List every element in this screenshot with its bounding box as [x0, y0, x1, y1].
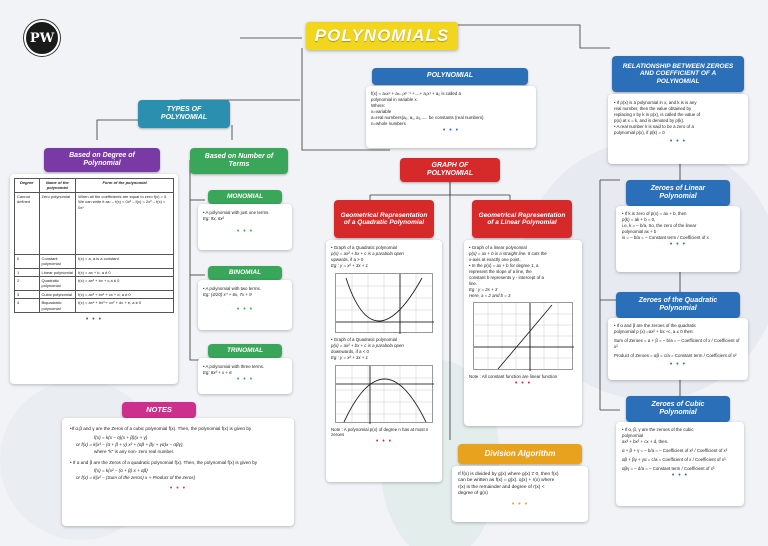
- dots: • • •: [169, 485, 187, 493]
- dots: • • •: [236, 375, 254, 383]
- table-cell: f(x) = a, a is a constant: [76, 254, 174, 268]
- table-header: Degree: [15, 179, 40, 193]
- zlinear-line: p(k) = ak + b = 0,: [622, 216, 656, 222]
- terms-header: Based on Number of Terms: [190, 148, 288, 174]
- table-cell: Cannot defined: [15, 192, 40, 254]
- dots: • • •: [85, 315, 103, 323]
- zquad-line: Product of Zeroes = αβ = c/a = Constant term / Coefficient of x²: [614, 352, 737, 358]
- quad-eg: Eg : y = x² + 3x + 1: [331, 262, 368, 268]
- logo-text: PW: [29, 30, 55, 46]
- quad-line: p(x) = ax² + bx + c is a parabola open: [331, 342, 404, 348]
- linear-line: • Graph of a linear polynomial: [469, 245, 527, 250]
- table-header: Name of the polynomial: [39, 179, 76, 193]
- notes-line: or f(x) = k{x² – (Sum of the zeros) x + Product of the zeros}: [76, 475, 196, 481]
- binomial-eg: Eg: (4/20) x⁰ + 6x, 7x + 9: [203, 291, 252, 297]
- table-cell: 0: [15, 254, 40, 268]
- polynomial-line: Where:: [371, 102, 386, 108]
- table-cell: Biquadratic polynomial: [39, 299, 76, 313]
- table-cell: Zero polynomial: [39, 192, 76, 254]
- zquad-header: Zeroes of the Quadratic Polynomial: [616, 292, 740, 318]
- notes-card: [62, 418, 294, 526]
- monomial-desc: • A polynomial with just one terms.: [203, 210, 270, 215]
- quad-card: [326, 240, 442, 482]
- zlinear-line: polynomial ax + b: [622, 228, 657, 234]
- zcubic-line: α + β + γ = – b/a = – Coefficient of x² / Coefficient of x³: [622, 447, 728, 453]
- dots: • • •: [236, 227, 254, 235]
- monomial-card: [198, 204, 292, 250]
- polynomial-line: x=variable: [371, 108, 392, 114]
- quad-line: upwards, if a > 0: [331, 256, 364, 262]
- table-cell: 4: [15, 299, 40, 313]
- notes-header: NOTES: [122, 402, 196, 418]
- division-card: [452, 466, 588, 522]
- dots: • • •: [236, 305, 254, 313]
- polynomial-line: a=real numbers(a₀, a₁, a₂,..... be constants (real numbers): [371, 114, 484, 120]
- trinomial-eg: Eg: 6x² + x + 6: [203, 369, 232, 375]
- types-header: TYPES OF POLYNOMIAL: [138, 100, 230, 128]
- binomial-header: BINOMIAL: [208, 266, 282, 280]
- dots: • • •: [511, 500, 529, 508]
- table-cell: f(x) = ax⁴ + bx³ + cx² + dx + e, a ≠ 0: [76, 299, 174, 313]
- dots: • • •: [669, 240, 687, 248]
- linear-graph: [473, 302, 573, 370]
- page-title: [306, 22, 458, 50]
- zquad-line: polynomial p (x) =ax² + bx +c, a ≠ 0 then:: [614, 328, 694, 334]
- notes-line: f(x) = k{x² – (α + β) x + αβ}: [94, 468, 148, 474]
- dots: • • •: [375, 438, 393, 446]
- zcubic-header: Zeroes of Cubic Polynomial: [626, 396, 730, 422]
- zcubic-line: αβγ = – d/a = – Constant term / Coefficient of x³: [622, 465, 715, 471]
- dots: • • •: [671, 471, 689, 479]
- table-cell: Cubic polynomial: [39, 290, 76, 298]
- polynomial-line: f(x) = aₙxⁿ + aₙ₋₁xⁿ⁻¹ +....+ a₁x¹ + a₀ is called a: [371, 91, 461, 96]
- dots: • • •: [669, 137, 687, 145]
- linear-card: [464, 240, 582, 426]
- notes-line: • If α and β are the Zeros of a quadratic polynomial f(x). Then, the polynomial f(x) is given by: [70, 459, 258, 465]
- table-cell: f(x) = ax³ + bx² + cx + d, a ≠ 0: [76, 290, 174, 298]
- table-cell: f(x) = ax² + bx + c,a ≠ 0: [76, 276, 174, 290]
- zcubic-line: • If α, β, γ are the zeroes of the cubic: [622, 427, 694, 432]
- relationship-line: real number, then the value obtained by: [614, 105, 692, 111]
- table-cell: 2: [15, 276, 40, 290]
- table-cell: 3: [15, 290, 40, 298]
- quad-line: downwards, if a < 0: [331, 348, 369, 354]
- division-line: r(x) is the remainder and degree of r(x) <: [458, 484, 545, 490]
- linear-header: Geometrical Representation of a Linear Polynomial: [472, 200, 572, 238]
- division-header: Division Algorithm: [458, 444, 582, 464]
- monomial-header: MONOMIAL: [208, 190, 282, 204]
- table-cell: When all the coefficients are equal to zero f(x) = 0. We can write it as: – f(x) = 0x² – f(x) = 2x⁰ – f(x) = 0x¹: [76, 192, 174, 254]
- linear-line: x-axis at exactly one point.: [469, 256, 521, 262]
- relationship-line: polynomial p(x), if p(k) = 0: [614, 129, 665, 135]
- quad-eg: Eg : y = x² + 3x + 1: [331, 354, 368, 360]
- zcubic-card: [616, 422, 744, 506]
- zquad-line: • If α and β are the zeroes of the quadratic: [614, 323, 697, 328]
- downward-parabola-svg: [336, 366, 434, 424]
- division-line: can be written as f(x) = g(x). q(x) + r(x) where: [458, 478, 555, 484]
- degree-table: [14, 178, 174, 313]
- quad-header: Geometrical Representation of a Quadratic Polynomial: [334, 200, 434, 238]
- linear-line: • In the p(x) = ax + b for degree 1, a: [469, 262, 539, 268]
- zlinear-line: • If k is zero of p(x) = ax + b, then: [622, 211, 687, 216]
- relationship-line: replacing x by k in p(x), is called the value of: [614, 111, 701, 117]
- upward-parabola-graph: [335, 273, 433, 333]
- quad-line: • Graph of a Quadratic polynomial: [331, 336, 397, 342]
- notes-line: or f(x) = k{x³ – (α + β + γ) x² + (αβ + βγ + γα)x – αβγ},: [76, 441, 184, 447]
- table-cell: Quadratic polynomial: [39, 276, 76, 290]
- downward-parabola-graph: [335, 365, 433, 423]
- page-title-text: POLYNOMIALS: [314, 26, 450, 45]
- polynomial-line: n=whole numbers: [371, 120, 406, 126]
- trinomial-header: TRINOMIAL: [208, 344, 282, 358]
- binomial-desc: • A polynomial with two terms.: [203, 286, 261, 291]
- division-line: If f(x) is divided by g(x) where g(x) ≠ 0, then f(x): [458, 472, 559, 477]
- linear-svg: [474, 303, 574, 371]
- pw-logo: [24, 20, 60, 56]
- degree-table-card: [10, 174, 178, 384]
- downward-parabola-curve: [344, 379, 426, 422]
- relationship-header: RELATIONSHIP BETWEEN ZEROES AND COEFFICIENT OF A POLYNOMIAL: [612, 56, 744, 92]
- linear-eg2: Here, a = 2 and b = 3: [469, 292, 511, 298]
- notes-line: f(x) = k(x – α)(x + β)(x + γ): [94, 434, 148, 440]
- zlinear-line: i.e, k = – b/a, So, the zero of the linear: [622, 222, 697, 228]
- table-cell: Linear polynomial: [39, 268, 76, 276]
- quad-note: Note : A polynomial p(x) of degree n has at most n zeroes: [331, 426, 429, 438]
- zcubic-line: ax³ + bx² + cx + d, then.: [622, 438, 669, 444]
- relationship-line: • If p(x) is a polynomial in x, and k is is any: [614, 100, 697, 105]
- division-line: degree of g(x): [458, 491, 488, 497]
- polynomial-header: POLYNOMIAL: [372, 68, 528, 85]
- degree-header: Based on Degree of Polynomial: [44, 148, 160, 172]
- dots: • • •: [514, 380, 532, 388]
- linear-line: represent the slope of a line, the: [469, 268, 532, 274]
- table-cell: Constant polynomial: [39, 254, 76, 268]
- zquad-line: Sum of Zeroes = α + β = – b/a = – Coefficient of x / Coefficient of x²: [614, 337, 740, 349]
- binomial-card: [198, 280, 292, 330]
- linear-line: line.: [469, 280, 478, 286]
- monomial-eg: Eg: 9x, 6x²: [203, 215, 224, 221]
- dots: • • •: [669, 360, 687, 368]
- table-header: Form of the polynomial: [76, 179, 174, 193]
- table-cell: f(x) = ax + b, a ≠ 0: [76, 268, 174, 276]
- relationship-line: • A real number k is said to be a zero of a: [614, 123, 694, 129]
- relationship-card: [608, 94, 748, 164]
- table-cell: 1: [15, 268, 40, 276]
- quad-line: p(x) = ax² + bx + c is a parabola open: [331, 250, 404, 256]
- zcubic-line: polynomial: [622, 432, 643, 438]
- zlinear-header: Zeroes of Linear Polynomial: [626, 180, 730, 206]
- linear-eg: Eg : y = 2x + 3: [469, 286, 498, 292]
- notes-line: where "k" is any non- zero real number.: [94, 448, 175, 454]
- relationship-line: p(x) at x = k, and is denoted by p(k).: [614, 117, 685, 123]
- zlinear-card: [616, 206, 740, 272]
- linear-line: constant b represents y - intercept of a: [469, 274, 544, 280]
- linear-note: Note : All constant function are linear function: [469, 374, 558, 380]
- quad-line: • Graph of a Quadratic polynomial: [331, 245, 397, 250]
- graph-header: GRAPH OF POLYNOMIAL: [400, 158, 500, 182]
- upward-parabola-svg: [336, 274, 434, 334]
- zlinear-line: is = – b/a = – Constant term / Coefficient of x: [622, 234, 709, 240]
- trinomial-card: [198, 358, 292, 394]
- linear-line: p(x) = ax + b is a straight line. It cuts the: [469, 250, 547, 256]
- polynomial-line: polynomial in variable x: [371, 96, 417, 102]
- polynomial-card: [366, 86, 536, 148]
- dots: • • •: [442, 126, 460, 134]
- trinomial-desc: • A polynomial with three terms.: [203, 364, 265, 369]
- zquad-card: [608, 318, 748, 380]
- notes-line: •If α,β and γ are the Zeros of a cubic polynomial f(x). Then, the polynomial f(x) is given by: [70, 426, 252, 431]
- zcubic-line: αβ + βγ + γα = c/a = Coefficient of x / Coefficient of x³: [622, 456, 726, 462]
